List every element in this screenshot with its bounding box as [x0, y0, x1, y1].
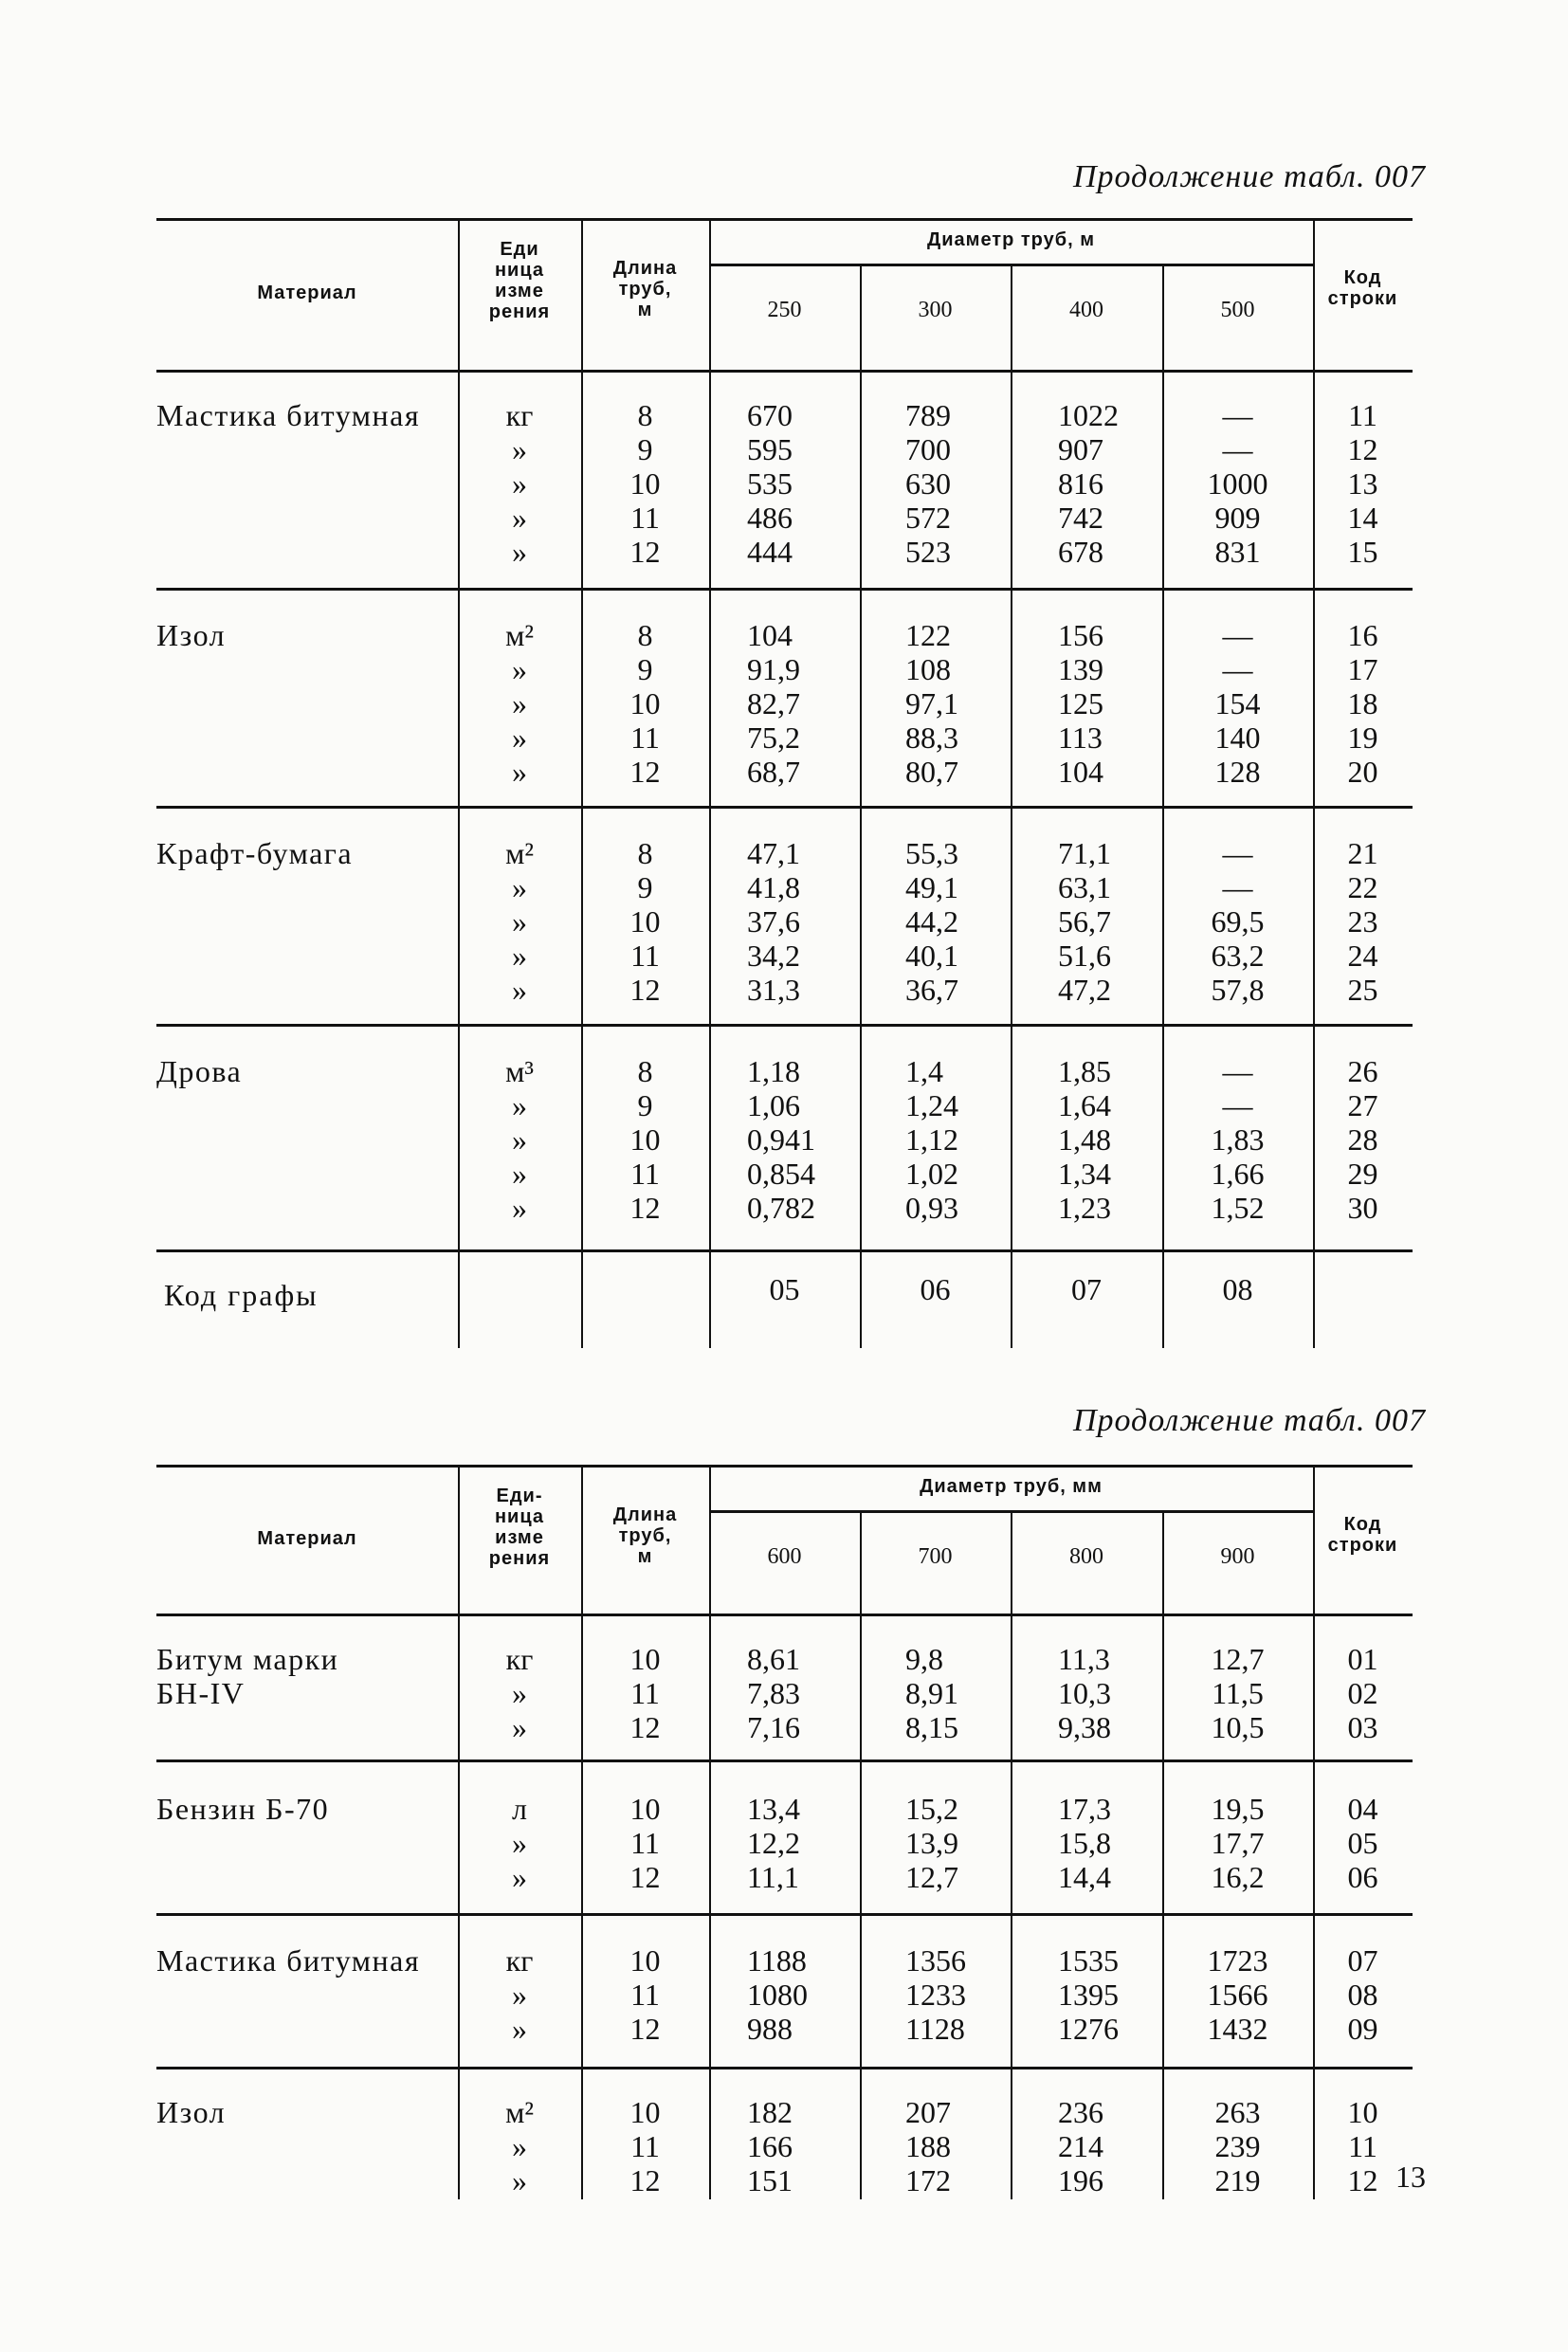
value-cell: 11,1	[747, 1860, 799, 1894]
value-cell: 444	[747, 535, 793, 569]
unit-cell: »	[512, 1088, 527, 1122]
value-cell: 219	[1214, 2163, 1261, 2197]
header-diameter-800: 800	[1069, 1544, 1103, 1569]
unit-cell: »	[512, 904, 527, 939]
value-cell: 36,7	[905, 973, 958, 1007]
unit-cell: »	[512, 1860, 527, 1894]
value-cell: 57,8	[1211, 973, 1265, 1007]
length-cell: 12	[629, 755, 661, 789]
length-cell: 9	[637, 1088, 653, 1122]
value-cell: 1080	[747, 1978, 808, 2012]
length-cell: 12	[629, 1710, 661, 1744]
unit-cell: »	[512, 535, 527, 569]
value-cell: —	[1222, 1088, 1253, 1122]
header-diameter-300: 300	[918, 298, 953, 322]
length-cell: 11	[630, 1676, 660, 1710]
caption-1: Продолжение табл. 007	[1072, 159, 1426, 194]
value-cell: 1,64	[1058, 1088, 1111, 1122]
value-cell: 172	[905, 2163, 951, 2197]
value-cell: 239	[1214, 2129, 1261, 2163]
code-cell: 29	[1347, 1157, 1378, 1191]
value-cell: 122	[905, 618, 951, 652]
value-cell: 63,1	[1058, 870, 1111, 904]
value-cell: 789	[905, 398, 951, 432]
value-cell: 1128	[905, 2012, 965, 2046]
value-cell: 15,8	[1058, 1826, 1111, 1860]
header-length: Длина труб, м	[612, 258, 678, 320]
column-code-label: Код графы	[164, 1278, 319, 1312]
material-name: Изол	[156, 2095, 227, 2129]
value-cell: 13,4	[747, 1792, 800, 1826]
value-cell: 71,1	[1058, 836, 1111, 870]
length-cell: 11	[630, 501, 660, 535]
value-cell: 156	[1058, 618, 1103, 652]
column-code: 08	[1222, 1272, 1253, 1306]
code-cell: 30	[1347, 1191, 1378, 1225]
value-cell: 595	[747, 432, 793, 466]
value-cell: 1,23	[1058, 1191, 1111, 1225]
caption-2: Продолжение табл. 007	[1072, 1403, 1426, 1438]
value-cell: 41,8	[747, 870, 800, 904]
value-cell: 236	[1058, 2095, 1103, 2129]
value-cell: 8,61	[747, 1642, 800, 1676]
value-cell: 44,2	[905, 904, 958, 939]
code-cell: 28	[1347, 1122, 1378, 1157]
value-cell: 1,06	[747, 1088, 800, 1122]
header-code: Код строки	[1327, 267, 1398, 309]
code-cell: 25	[1347, 973, 1378, 1007]
value-cell: 831	[1214, 535, 1261, 569]
value-cell: 151	[747, 2163, 793, 2197]
code-cell: 27	[1347, 1088, 1378, 1122]
unit-cell: »	[512, 1191, 527, 1225]
value-cell: 188	[905, 2129, 951, 2163]
value-cell: 535	[747, 466, 793, 501]
unit-cell: м²	[505, 618, 534, 652]
value-cell: 1395	[1058, 1978, 1119, 2012]
value-cell: 1,24	[905, 1088, 958, 1122]
value-cell: 1,4	[905, 1054, 943, 1088]
value-cell: 11,5	[1212, 1676, 1264, 1710]
value-cell: —	[1222, 618, 1253, 652]
value-cell: 82,7	[747, 686, 800, 720]
code-cell: 17	[1347, 652, 1378, 686]
code-cell: 04	[1347, 1792, 1378, 1826]
value-cell: 816	[1058, 466, 1103, 501]
header-material: Материал	[257, 283, 357, 303]
header-material: Материал	[257, 1527, 357, 1549]
value-cell: 678	[1058, 535, 1103, 569]
value-cell: 104	[747, 618, 793, 652]
code-cell: 13	[1347, 466, 1378, 501]
value-cell: 1,48	[1058, 1122, 1111, 1157]
value-cell: 1535	[1058, 1943, 1119, 1978]
value-cell: 10,3	[1058, 1676, 1111, 1710]
length-cell: 12	[629, 1860, 661, 1894]
code-cell: 16	[1347, 618, 1378, 652]
value-cell: 69,5	[1211, 904, 1265, 939]
value-cell: 55,3	[905, 836, 958, 870]
value-cell: 1723	[1207, 1943, 1268, 1978]
value-cell: 17,3	[1058, 1792, 1111, 1826]
page-number: 13	[1395, 2160, 1426, 2194]
unit-cell: »	[512, 870, 527, 904]
unit-cell: »	[512, 652, 527, 686]
value-cell: 8,15	[905, 1710, 958, 1744]
group-separator	[156, 1249, 1413, 1252]
value-cell: 196	[1058, 2163, 1103, 2197]
code-cell: 19	[1347, 720, 1378, 755]
header-code: Код строки	[1327, 1514, 1398, 1556]
value-cell: 11,3	[1058, 1642, 1110, 1676]
length-cell: 12	[629, 2163, 661, 2197]
length-cell: 8	[637, 836, 653, 870]
length-cell: 10	[629, 2095, 661, 2129]
value-cell: —	[1222, 432, 1253, 466]
material-name: Дрова	[156, 1054, 243, 1088]
column-divider	[709, 218, 711, 1348]
value-cell: 97,1	[905, 686, 958, 720]
unit-cell: »	[512, 720, 527, 755]
value-cell: 47,1	[747, 836, 800, 870]
unit-cell: »	[512, 1826, 527, 1860]
header-diameter-600: 600	[767, 1544, 802, 1569]
header-diameter: Диаметр труб, мм	[920, 1476, 1103, 1497]
code-cell: 18	[1347, 686, 1378, 720]
material-name: Крафт-бумага	[156, 836, 354, 870]
value-cell: 47,2	[1058, 973, 1111, 1007]
material-name: Битум марки БН-IV	[156, 1642, 339, 1710]
value-cell: 572	[905, 501, 951, 535]
value-cell: 113	[1058, 720, 1103, 755]
value-cell: 63,2	[1211, 939, 1265, 973]
value-cell: 1,85	[1058, 1054, 1111, 1088]
material-name: Мастика битумная	[156, 1943, 421, 1978]
value-cell: 12,7	[905, 1860, 958, 1894]
length-cell: 9	[637, 870, 653, 904]
value-cell: 742	[1058, 501, 1103, 535]
code-cell: 12	[1347, 432, 1378, 466]
code-cell: 15	[1347, 535, 1378, 569]
code-cell: 24	[1347, 939, 1378, 973]
header-bottom-rule	[156, 370, 1413, 373]
value-cell: 1,02	[905, 1157, 958, 1191]
value-cell: 17,7	[1211, 1826, 1265, 1860]
unit-cell: »	[512, 2012, 527, 2046]
unit-cell: »	[512, 1122, 527, 1157]
code-cell: 03	[1347, 1710, 1378, 1744]
material-name: Изол	[156, 618, 227, 652]
value-cell: 125	[1058, 686, 1103, 720]
value-cell: 1276	[1058, 2012, 1119, 2046]
value-cell: 7,83	[747, 1676, 800, 1710]
code-cell: 10	[1347, 2095, 1378, 2129]
value-cell: 1,52	[1211, 1191, 1265, 1225]
unit-cell: »	[512, 939, 527, 973]
code-cell: 02	[1347, 1676, 1378, 1710]
unit-cell: »	[512, 2163, 527, 2197]
code-cell: 21	[1347, 836, 1378, 870]
length-cell: 12	[629, 973, 661, 1007]
length-cell: 12	[629, 1191, 661, 1225]
value-cell: 128	[1214, 755, 1261, 789]
unit-cell: кг	[505, 398, 534, 432]
length-cell: 11	[630, 1157, 660, 1191]
header-length: Длина труб, м	[612, 1504, 678, 1567]
unit-cell: »	[512, 1978, 527, 2012]
value-cell: 104	[1058, 755, 1103, 789]
code-cell: 06	[1347, 1860, 1378, 1894]
header-diameter-900: 900	[1220, 1544, 1255, 1569]
group-separator	[156, 1913, 1413, 1916]
header-diameter-250: 250	[767, 298, 802, 322]
value-cell: 12,2	[747, 1826, 800, 1860]
header-diameter: Диаметр труб, м	[926, 229, 1096, 250]
value-cell: 37,6	[747, 904, 800, 939]
value-cell: 1,34	[1058, 1157, 1111, 1191]
table-top-rule	[156, 218, 1413, 221]
value-cell: 1188	[747, 1943, 807, 1978]
length-cell: 9	[637, 652, 653, 686]
value-cell: 154	[1214, 686, 1261, 720]
length-cell: 10	[629, 904, 661, 939]
value-cell: 14,4	[1058, 1860, 1111, 1894]
header-bottom-rule	[156, 1614, 1413, 1616]
unit-cell: л	[512, 1792, 527, 1826]
value-cell: 91,9	[747, 652, 800, 686]
value-cell: 909	[1214, 501, 1261, 535]
value-cell: 13,9	[905, 1826, 958, 1860]
header-diameter-400: 400	[1069, 298, 1103, 322]
length-cell: 11	[630, 720, 660, 755]
code-cell: 14	[1347, 501, 1378, 535]
value-cell: 80,7	[905, 755, 958, 789]
code-cell: 11	[1348, 2129, 1377, 2163]
value-cell: 0,782	[747, 1191, 815, 1225]
unit-cell: »	[512, 1710, 527, 1744]
value-cell: 34,2	[747, 939, 800, 973]
length-cell: 10	[629, 1792, 661, 1826]
column-code: 05	[769, 1272, 800, 1306]
value-cell: 263	[1214, 2095, 1261, 2129]
unit-cell: »	[512, 501, 527, 535]
code-cell: 23	[1347, 904, 1378, 939]
value-cell: —	[1222, 836, 1253, 870]
table-top-rule	[156, 1465, 1413, 1468]
value-cell: 1566	[1207, 1978, 1268, 2012]
code-cell: 05	[1347, 1826, 1378, 1860]
value-cell: 19,5	[1211, 1792, 1265, 1826]
value-cell: 988	[747, 2012, 793, 2046]
unit-cell: »	[512, 432, 527, 466]
value-cell: 1,83	[1211, 1122, 1265, 1157]
length-cell: 11	[630, 939, 660, 973]
value-cell: 40,1	[905, 939, 958, 973]
value-cell: 1,18	[747, 1054, 800, 1088]
value-cell: 49,1	[905, 870, 958, 904]
value-cell: 523	[905, 535, 951, 569]
code-cell: 20	[1347, 755, 1378, 789]
value-cell: 0,941	[747, 1122, 815, 1157]
code-cell: 11	[1348, 398, 1377, 432]
value-cell: 207	[905, 2095, 951, 2129]
value-cell: 9,38	[1058, 1710, 1111, 1744]
length-cell: 10	[629, 686, 661, 720]
code-cell: 09	[1347, 2012, 1378, 2046]
value-cell: 108	[905, 652, 951, 686]
value-cell: 68,7	[747, 755, 800, 789]
value-cell: 670	[747, 398, 793, 432]
value-cell: 1022	[1058, 398, 1119, 432]
value-cell: 907	[1058, 432, 1103, 466]
unit-cell: м²	[505, 836, 534, 870]
length-cell: 8	[637, 618, 653, 652]
value-cell: 139	[1058, 652, 1103, 686]
unit-cell: »	[512, 755, 527, 789]
unit-cell: »	[512, 1157, 527, 1191]
header-unit: Еди- ница изме рения	[488, 1486, 551, 1569]
value-cell: 1,12	[905, 1122, 958, 1157]
value-cell: 7,16	[747, 1710, 800, 1744]
value-cell: 56,7	[1058, 904, 1111, 939]
value-cell: 1000	[1207, 466, 1268, 501]
value-cell: 51,6	[1058, 939, 1111, 973]
value-cell: 166	[747, 2129, 793, 2163]
unit-cell: кг	[505, 1642, 534, 1676]
unit-cell: »	[512, 466, 527, 501]
length-cell: 8	[637, 1054, 653, 1088]
value-cell: —	[1222, 398, 1253, 432]
code-cell: 22	[1347, 870, 1378, 904]
value-cell: 1,66	[1211, 1157, 1265, 1191]
material-name: Бензин Б-70	[156, 1792, 330, 1826]
code-cell: 01	[1347, 1642, 1378, 1676]
value-cell: —	[1222, 870, 1253, 904]
value-cell: 8,91	[905, 1676, 958, 1710]
material-name: Мастика битумная	[156, 398, 421, 432]
unit-cell: »	[512, 973, 527, 1007]
group-separator	[156, 2067, 1413, 2069]
length-cell: 10	[629, 1943, 661, 1978]
code-cell: 07	[1347, 1943, 1378, 1978]
unit-cell: »	[512, 686, 527, 720]
code-cell: 08	[1347, 1978, 1378, 2012]
length-cell: 11	[630, 2129, 660, 2163]
value-cell: 10,5	[1211, 1710, 1265, 1744]
value-cell: 214	[1058, 2129, 1103, 2163]
column-divider	[709, 1465, 711, 2199]
group-separator	[156, 1759, 1413, 1762]
value-cell: 88,3	[905, 720, 958, 755]
unit-cell: »	[512, 1676, 527, 1710]
group-separator	[156, 1024, 1413, 1027]
value-cell: 16,2	[1211, 1860, 1265, 1894]
length-cell: 10	[629, 1122, 661, 1157]
unit-cell: м²	[505, 2095, 534, 2129]
value-cell: 140	[1214, 720, 1261, 755]
value-cell: 31,3	[747, 973, 800, 1007]
value-cell: 1233	[905, 1978, 966, 2012]
value-cell: 0,854	[747, 1157, 815, 1191]
value-cell: 75,2	[747, 720, 800, 755]
length-cell: 10	[629, 466, 661, 501]
value-cell: 700	[905, 432, 951, 466]
value-cell: 1356	[905, 1943, 966, 1978]
value-cell: —	[1222, 1054, 1253, 1088]
value-cell: 15,2	[905, 1792, 958, 1826]
length-cell: 11	[630, 1978, 660, 2012]
value-cell: —	[1222, 652, 1253, 686]
unit-cell: кг	[505, 1943, 534, 1978]
value-cell: 0,93	[905, 1191, 958, 1225]
value-cell: 12,7	[1211, 1642, 1265, 1676]
length-cell: 12	[629, 535, 661, 569]
header-diameter-700: 700	[918, 1544, 953, 1569]
group-separator	[156, 806, 1413, 809]
column-code: 07	[1071, 1272, 1102, 1306]
value-cell: 486	[747, 501, 793, 535]
length-cell: 11	[630, 1826, 660, 1860]
value-cell: 182	[747, 2095, 793, 2129]
code-cell: 12	[1347, 2163, 1378, 2197]
header-unit: Еди ница изме рения	[488, 239, 551, 322]
length-cell: 8	[637, 398, 653, 432]
code-cell: 26	[1347, 1054, 1378, 1088]
header-diameter-500: 500	[1220, 298, 1255, 322]
value-cell: 1432	[1207, 2012, 1268, 2046]
column-code: 06	[920, 1272, 951, 1306]
value-cell: 9,8	[905, 1642, 943, 1676]
value-cell: 630	[905, 466, 951, 501]
group-separator	[156, 588, 1413, 591]
length-cell: 10	[629, 1642, 661, 1676]
length-cell: 9	[637, 432, 653, 466]
length-cell: 12	[629, 2012, 661, 2046]
unit-cell: м³	[505, 1054, 534, 1088]
unit-cell: »	[512, 2129, 527, 2163]
